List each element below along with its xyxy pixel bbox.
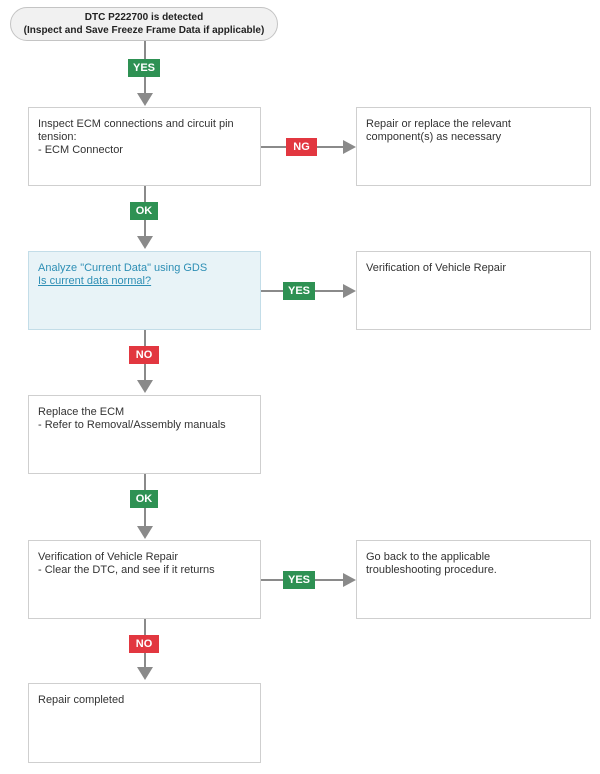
badge-yes: YES — [283, 282, 315, 300]
step-repair-replace — [356, 107, 591, 186]
arrow-down-icon — [137, 93, 153, 106]
badge-no: NO — [129, 635, 159, 653]
step-text: - ECM Connector — [38, 144, 123, 156]
question-link[interactable]: Is current data normal? — [38, 275, 152, 287]
step-text: Replace the ECM — [38, 406, 125, 418]
start-subtitle: (Inspect and Save Freeze Frame Data if applicable) — [23, 25, 265, 36]
step-text: - Clear the DTC, and see if it returns — [38, 564, 215, 576]
badge-no: NO — [129, 346, 159, 364]
start-node — [10, 7, 278, 41]
arrow-down-icon — [137, 667, 153, 680]
step-text: - Refer to Removal/Assembly manuals — [38, 419, 226, 431]
step-text: Repair completed — [38, 694, 125, 706]
badge-ok: OK — [130, 490, 158, 508]
step-analyze-current-data — [28, 251, 261, 330]
start-title: DTC P222700 is detected — [84, 12, 204, 23]
arrow-down-icon — [137, 236, 153, 249]
badge-yes: YES — [128, 59, 160, 77]
step-text: Inspect ECM connections and circuit pin — [38, 118, 234, 130]
step-text: Go back to the applicable — [366, 551, 491, 563]
step-text: component(s) as necessary — [366, 131, 502, 143]
step-text: troubleshooting procedure. — [366, 564, 497, 576]
arrow-down-icon — [137, 526, 153, 539]
question-text: Analyze "Current Data" using GDS — [38, 262, 208, 274]
arrow-right-icon — [343, 573, 356, 587]
arrow-down-icon — [137, 380, 153, 393]
arrow-right-icon — [343, 284, 356, 298]
arrow-right-icon — [343, 140, 356, 154]
step-text: Verification of Vehicle Repair — [366, 262, 507, 274]
step-replace-ecm — [28, 395, 261, 474]
step-repair-completed — [28, 683, 261, 763]
step-text: Repair or replace the relevant — [366, 118, 511, 130]
step-text: tension: — [38, 131, 77, 143]
step-inspect-ecm — [28, 107, 261, 186]
step-verification-vehicle-repair — [356, 251, 591, 330]
step-go-back-troubleshooting — [356, 540, 591, 619]
badge-ok: OK — [130, 202, 158, 220]
step-verification-clear-dtc — [28, 540, 261, 619]
badge-ng: NG — [286, 138, 317, 156]
badge-yes: YES — [283, 571, 315, 589]
step-text: Verification of Vehicle Repair — [38, 551, 179, 563]
